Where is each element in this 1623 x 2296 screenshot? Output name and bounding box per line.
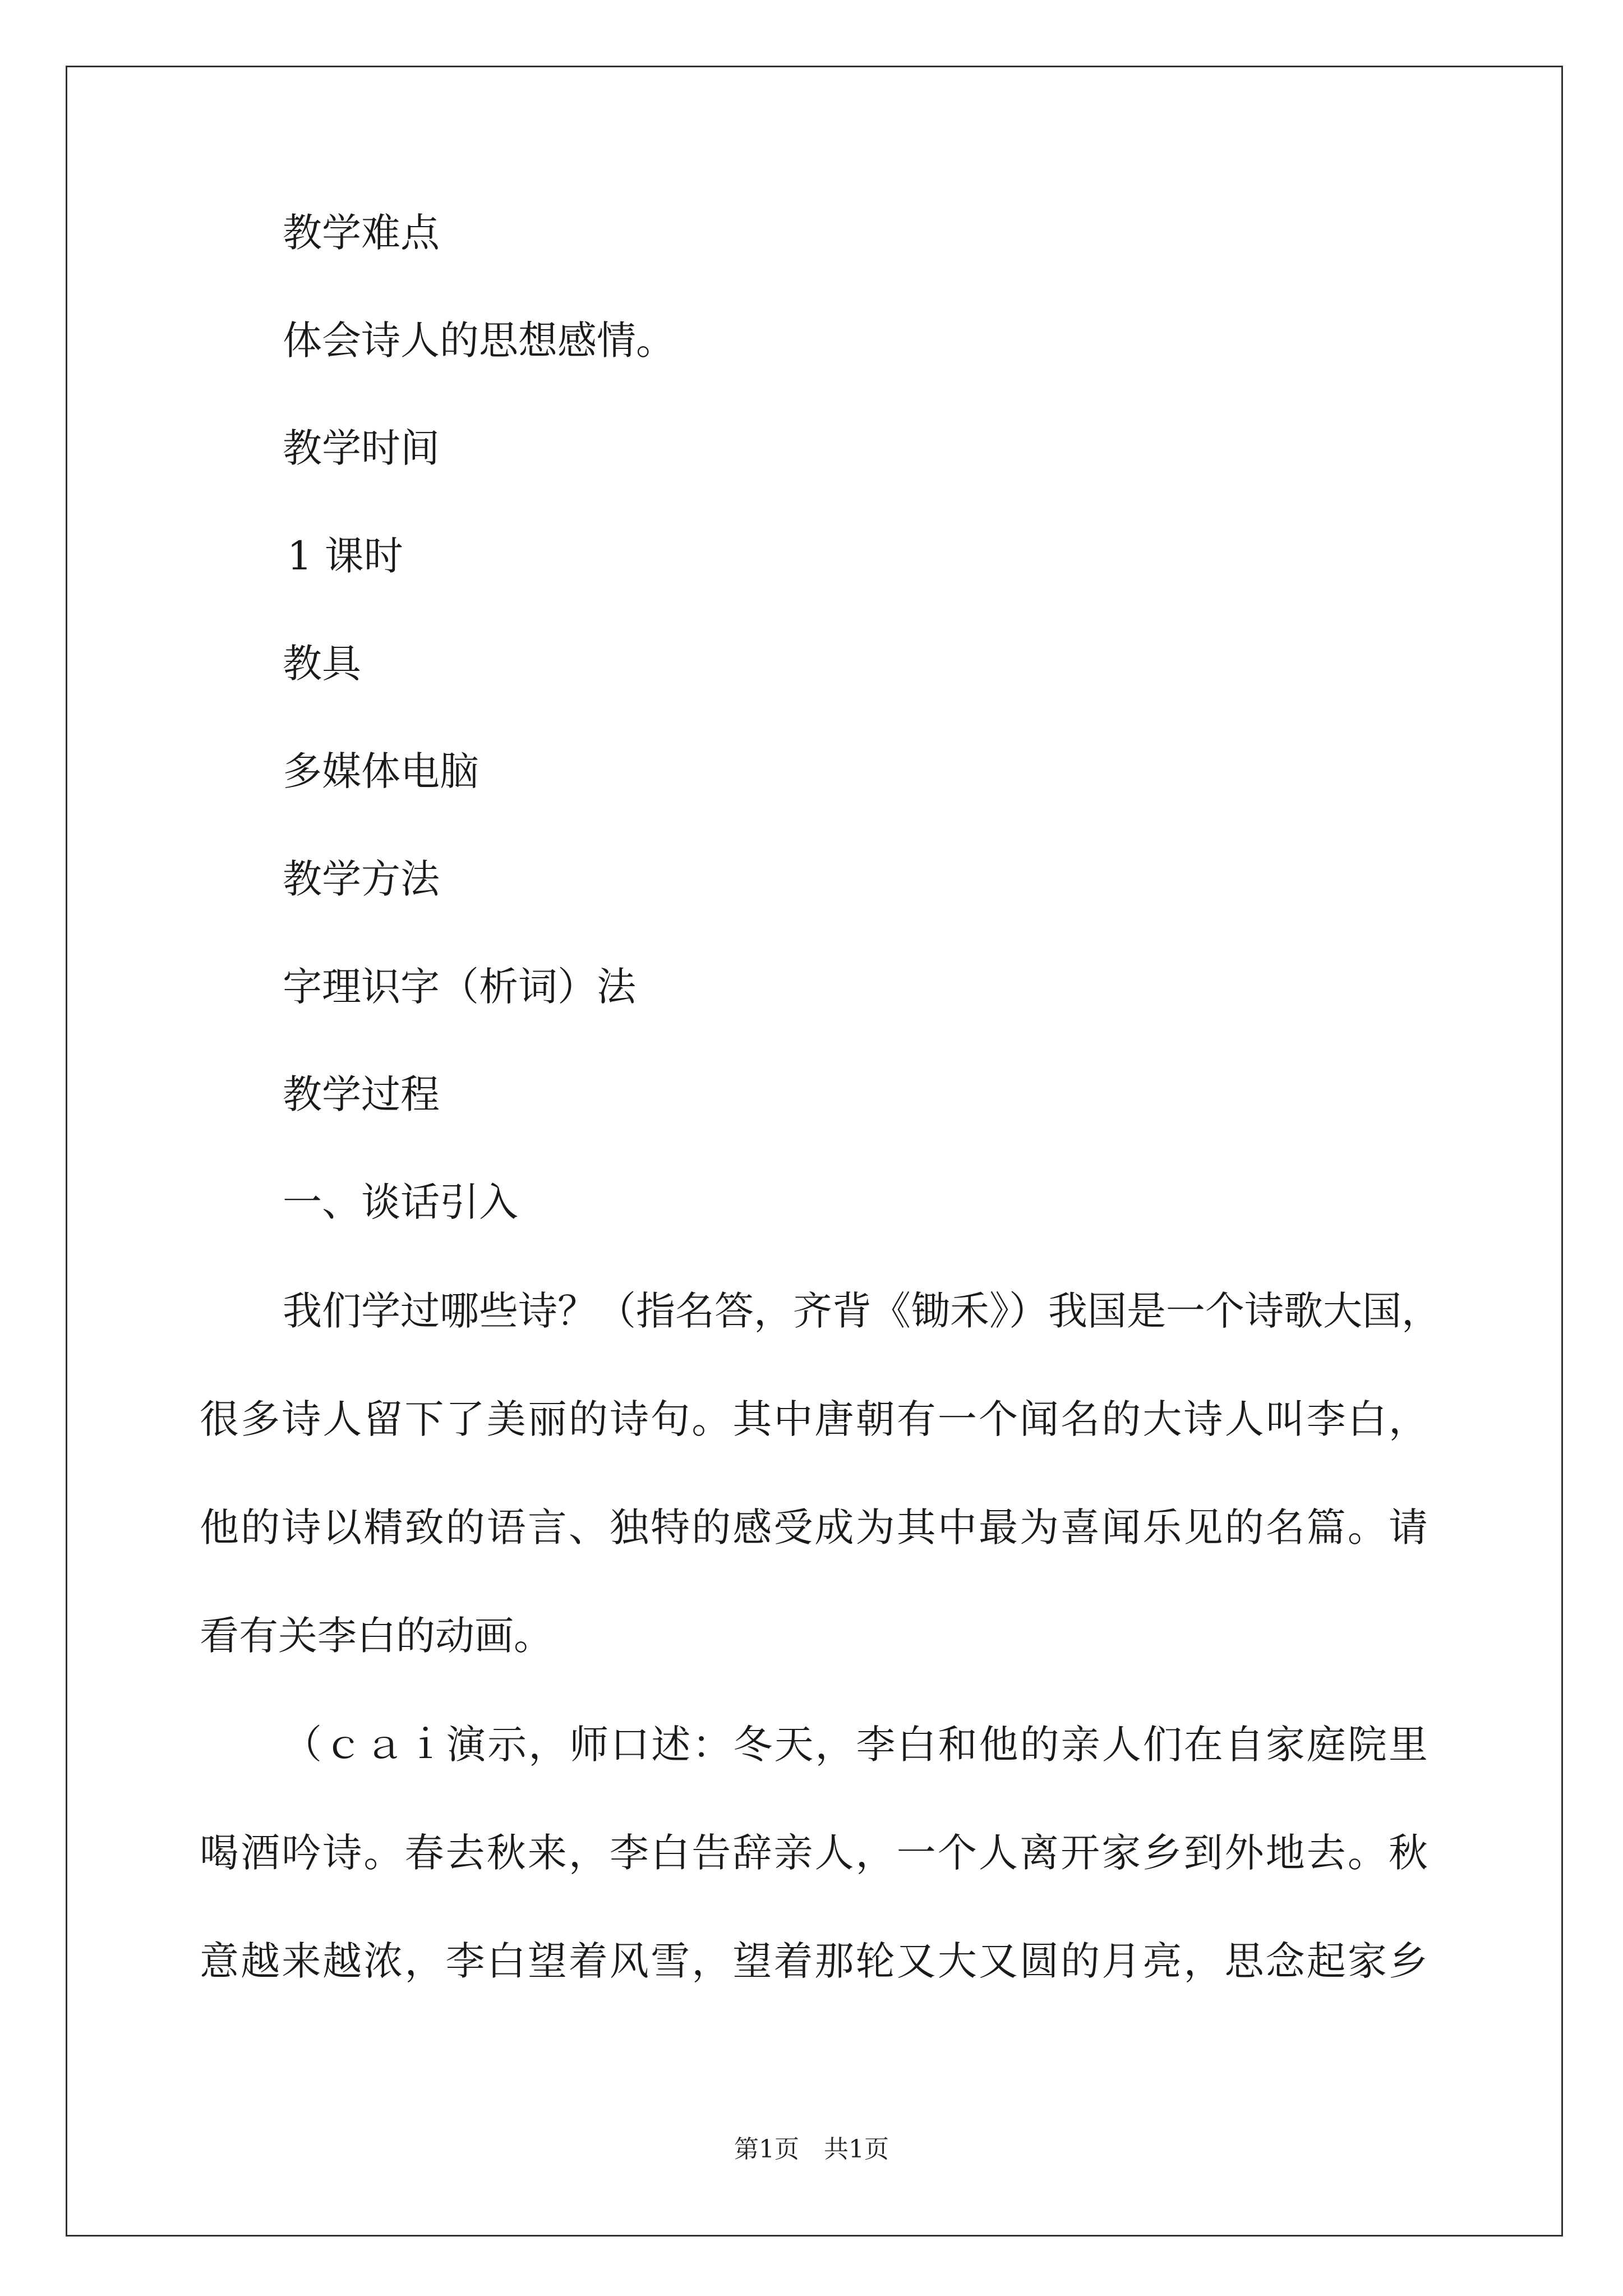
text-teaching-time: 1 课时: [287, 533, 403, 579]
text-teaching-tools: 多媒体电脑: [283, 748, 479, 794]
heading-section-one: 一、谈话引入: [283, 1179, 518, 1225]
heading-teaching-process: 教学过程: [283, 1071, 440, 1117]
text-teaching-difficulty: 体会诗人的思想感情。: [283, 318, 675, 364]
page-footer: 第1页 共1页: [734, 2135, 889, 2164]
paragraph-line: 他的诗以精致的语言、独特的感受成为其中最为喜闻乐见的名篇。请: [200, 1504, 1428, 1550]
paragraph-line: 看有关李白的动画。: [200, 1613, 553, 1659]
paragraph-line: 喝酒吟诗。春去秋来，李白告辞亲人，一个人离开家乡到外地去。秋: [200, 1830, 1428, 1876]
paragraph-line: 我们学过哪些诗？（指名答，齐背《锄禾》）我国是一个诗歌大国，: [283, 1288, 1441, 1334]
paragraph-line: 意越来越浓，李白望着风雪，望着那轮又大又圆的月亮，思念起家乡: [200, 1938, 1428, 1984]
paragraph-line: （ｃａｉ演示，师口述：冬天，李白和他的亲人们在自家庭院里: [283, 1722, 1428, 1768]
heading-teaching-method: 教学方法: [283, 856, 440, 902]
paragraph-introduction: [200, 1288, 1441, 1659]
heading-teaching-tools: 教具: [283, 641, 361, 687]
document-body: [200, 210, 1441, 1984]
paragraph-demonstration: [200, 1722, 1428, 1984]
heading-teaching-difficulty: 教学难点: [283, 210, 440, 256]
text-teaching-method: 字理识字（析词）法: [283, 964, 636, 1010]
heading-teaching-time: 教学时间: [283, 425, 440, 471]
paragraph-line: 很多诗人留下了美丽的诗句。其中唐朝有一个闻名的大诗人叫李白，: [200, 1396, 1428, 1442]
